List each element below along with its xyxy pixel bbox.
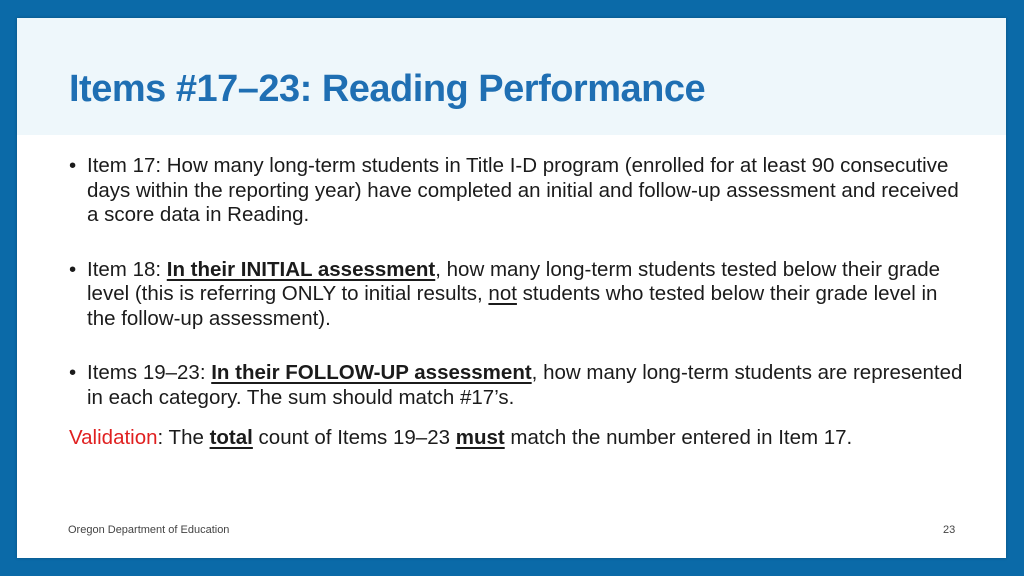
validation-middle: count of Items 19–23 bbox=[252, 426, 456, 449]
bullet-dot: • bbox=[69, 361, 77, 384]
bullet-dot: • bbox=[69, 257, 77, 281]
slide-content bbox=[69, 154, 969, 451]
slide-title: Items #17–23: Reading Performance bbox=[69, 68, 706, 110]
footer-organization: Oregon Department of Education bbox=[68, 524, 230, 536]
validation-note bbox=[69, 426, 969, 451]
bullet-items-19-23 bbox=[69, 361, 969, 410]
bullet-items-19-23-suffix: , how many long-term students are represented in each category. The sum should match #17’s. bbox=[87, 361, 963, 409]
bullet-item-18-middle: , how many long-term students tested below their grade level (this is referring ONLY to initial results, bbox=[87, 257, 941, 305]
bullet-item-17 bbox=[69, 154, 969, 228]
validation-colon: : The bbox=[157, 426, 210, 449]
validation-word-total: total bbox=[209, 426, 253, 449]
bullet-item-18-emphasis: In their INITIAL assessment bbox=[166, 257, 436, 281]
bullet-items-19-23-prefix: Items 19–23: bbox=[87, 361, 212, 384]
validation-suffix: match the number entered in Item 17. bbox=[504, 426, 853, 449]
validation-label: Validation bbox=[69, 426, 158, 449]
bullet-item-18-prefix: Item 18: bbox=[87, 257, 167, 281]
title-band bbox=[17, 18, 1006, 135]
bullet-item-18 bbox=[69, 258, 969, 332]
page-number: 23 bbox=[943, 524, 956, 536]
bullet-item-17-text: Item 17: How many long-term students in Title I-D program (enrolled for at least 90 consecutive days within the reporting year) have completed an initial and follow-up assessment and received a score data in Reading. bbox=[87, 154, 959, 226]
bullet-items-19-23-emphasis: In their FOLLOW-UP assessment bbox=[211, 361, 532, 384]
slide bbox=[17, 18, 1006, 558]
bullet-item-18-underline: not bbox=[488, 282, 517, 305]
validation-word-must: must bbox=[455, 426, 505, 449]
bullet-item-18-suffix: students who tested below their grade level in the follow-up assessment). bbox=[87, 282, 938, 330]
bullet-dot: • bbox=[69, 154, 77, 177]
